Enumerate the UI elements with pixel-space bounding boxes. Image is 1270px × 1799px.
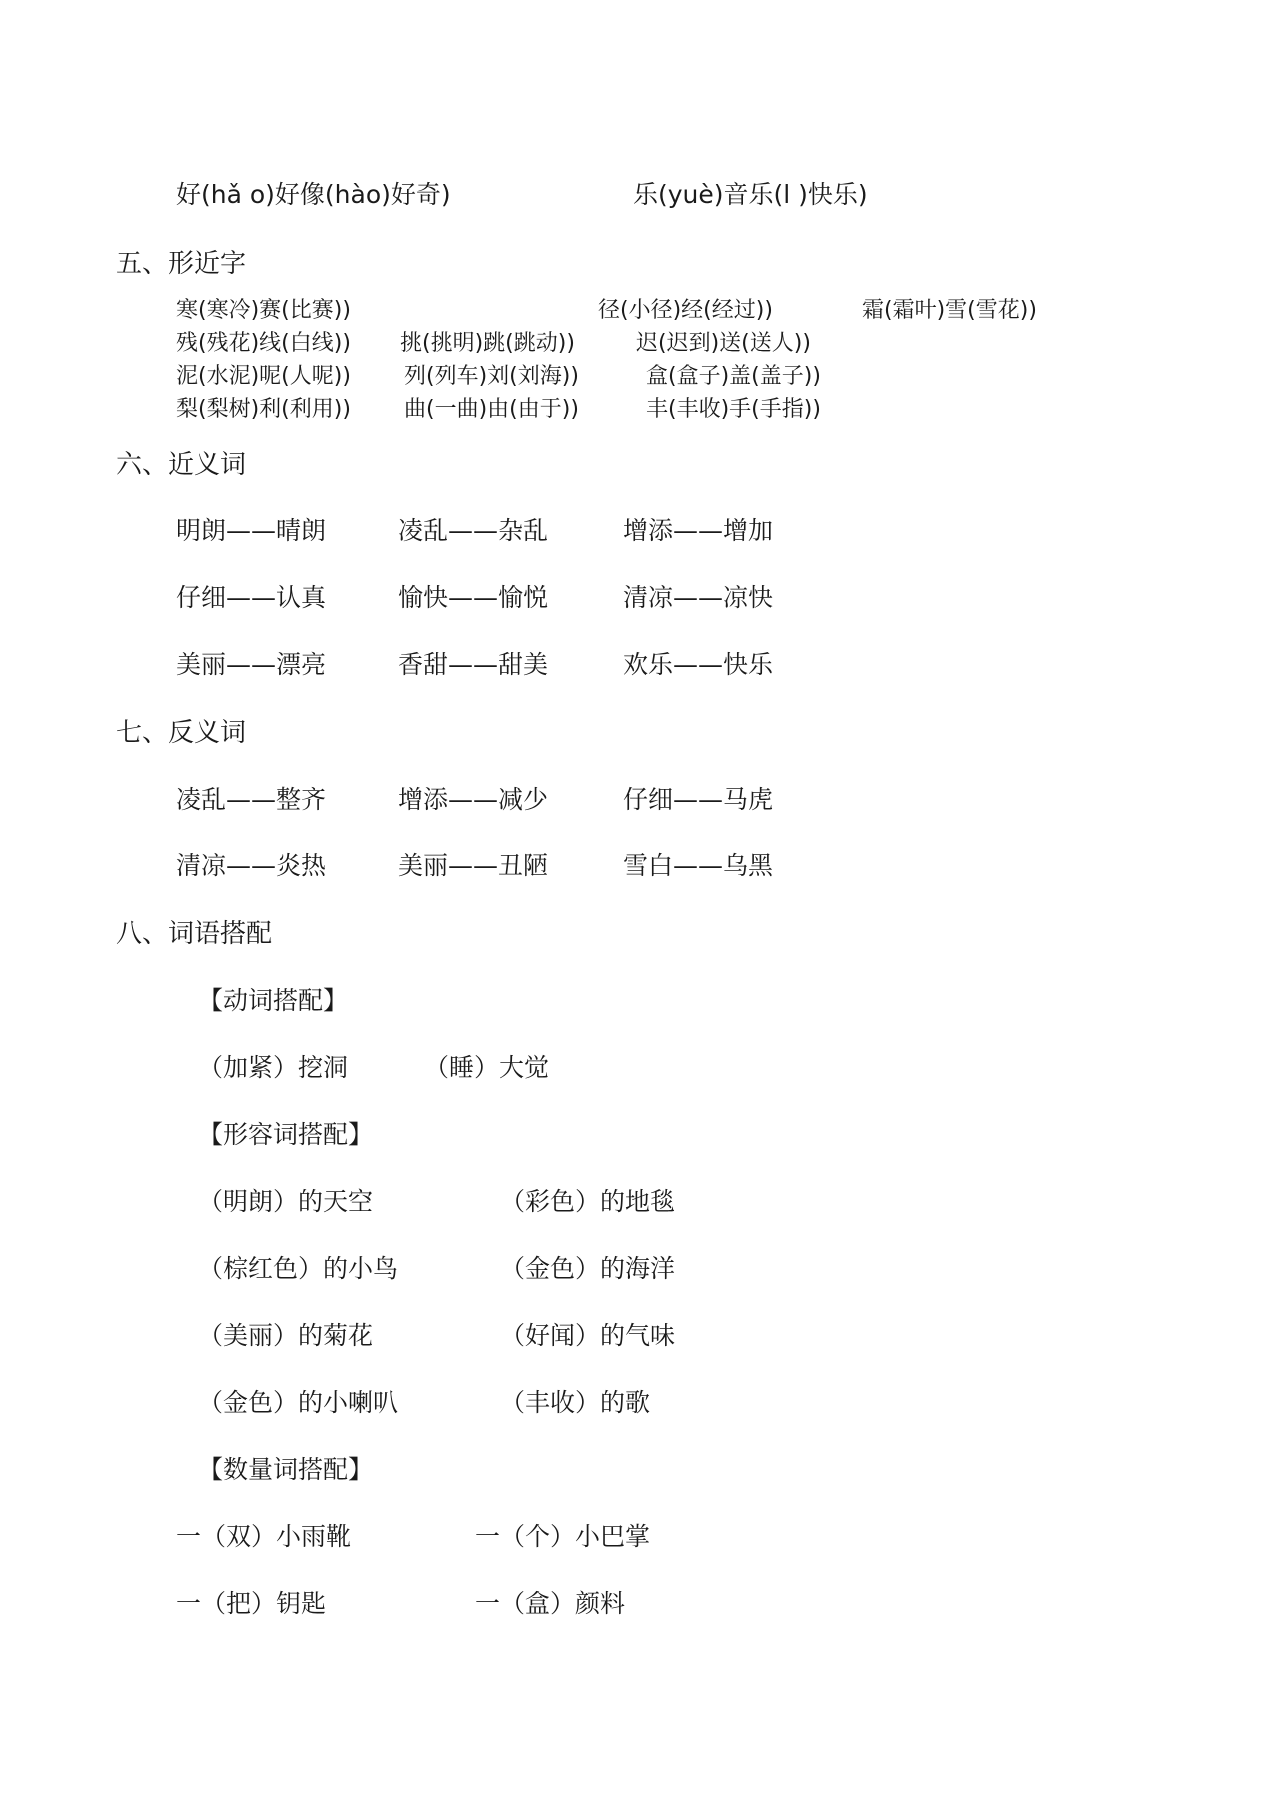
collocation-item: （明朗）的天空 [198,1187,374,1216]
collocation-item: （加紧）挖洞 [198,1053,349,1082]
collocation-item: 一（双）小雨靴 [176,1522,352,1551]
similar-char-pair: 径(小径)经(经过)) [598,298,773,323]
similar-char-pair: 残(残花)线(白线)) [176,331,351,356]
adjective-collocation-title: 【形容词搭配】 [198,1120,374,1149]
antonym-pair: 凌乱——整齐 [176,785,327,814]
similar-char-pair: 寒(寒冷)赛(比赛)) [176,298,351,323]
verb-collocation-title: 【动词搭配】 [198,986,349,1015]
pinyin-line-left: 好(hǎ o)好像(hào)好奇) [176,180,451,209]
similar-char-pair: 挑(挑明)跳(跳动)) [400,331,575,356]
similar-char-pair: 曲(一曲)由(由于)) [404,397,579,422]
similar-char-pair: 泥(水泥)呢(人呢)) [176,364,351,389]
synonym-pair: 增添——增加 [623,516,774,545]
similar-char-pair: 丰(丰收)手(手指)) [646,397,821,422]
collocation-item: （金色）的小喇叭 [198,1388,399,1417]
section-heading-similar-chars: 五、形近字 [116,249,247,279]
collocation-item: （棕红色）的小鸟 [198,1254,399,1283]
collocation-item: （美丽）的菊花 [198,1321,374,1350]
antonym-pair: 仔细——马虎 [623,785,774,814]
antonym-pair: 清凉——炎热 [176,851,327,880]
collocation-item: （彩色）的地毯 [500,1187,676,1216]
section-heading-collocation: 八、词语搭配 [116,919,273,949]
collocation-item: （丰收）的歌 [500,1388,651,1417]
antonym-pair: 美丽——丑陋 [398,851,549,880]
similar-char-pair: 迟(迟到)送(送人)) [636,331,811,356]
quantifier-collocation-title: 【数量词搭配】 [198,1455,374,1484]
synonym-pair: 愉快——愉悦 [398,583,549,612]
similar-char-pair: 列(列车)刘(刘海)) [404,364,579,389]
similar-char-pair: 盒(盒子)盖(盖子)) [646,364,821,389]
collocation-item: （好闻）的气味 [500,1321,676,1350]
section-heading-antonyms: 七、反义词 [116,718,247,748]
similar-char-pair: 梨(梨树)利(利用)) [176,397,351,422]
synonym-pair: 欢乐——快乐 [623,650,774,679]
synonym-pair: 美丽——漂亮 [176,650,327,679]
collocation-item: （金色）的海洋 [500,1254,676,1283]
collocation-item: 一（个）小巴掌 [475,1522,651,1551]
synonym-pair: 仔细——认真 [176,583,327,612]
section-heading-synonyms: 六、近义词 [116,450,247,480]
synonym-pair: 明朗——晴朗 [176,516,327,545]
antonym-pair: 雪白——乌黑 [623,851,774,880]
synonym-pair: 清凉——凉快 [623,583,774,612]
synonym-pair: 香甜——甜美 [398,650,549,679]
similar-char-pair: 霜(霜叶)雪(雪花)) [862,298,1037,323]
synonym-pair: 凌乱——杂乱 [398,516,549,545]
collocation-item: 一（把）钥匙 [176,1589,327,1618]
collocation-item: （睡）大觉 [424,1053,550,1082]
pinyin-line-right: 乐(yuè)音乐(l )快乐) [633,180,868,209]
collocation-item: 一（盒）颜料 [475,1589,626,1618]
antonym-pair: 增添——减少 [398,785,549,814]
